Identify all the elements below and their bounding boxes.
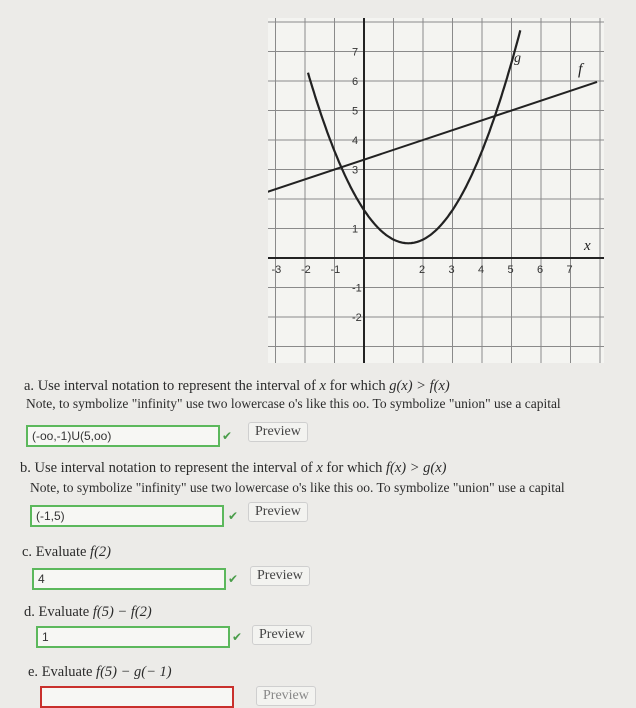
function-graph [268,18,604,363]
question-d-text: Evaluate [38,604,90,620]
preview-d-button[interactable]: Preview [252,625,312,645]
x-tick-label: -1 [330,264,341,276]
answer-c-input[interactable]: 4 [32,568,226,590]
question-a-text2: for which [329,378,386,394]
y-tick-label: 7 [352,46,359,59]
question-b-var: x [316,460,323,476]
x-tick-label: 2 [419,264,426,276]
question-b-text: Use interval notation to represent the interval of [34,460,313,476]
question-a-var: x [319,378,326,394]
question-c-prefix: c. [22,544,33,560]
question-e-text: Evaluate [41,664,93,680]
answer-b-input[interactable]: (-1,5) [30,505,224,527]
graph-svg [268,18,604,363]
y-tick-label: 1 [352,223,359,236]
question-a-prefix: a. [24,378,35,394]
x-tick-label: -2 [301,264,311,276]
y-tick-label: 5 [352,105,359,118]
check-icon: ✔ [228,572,239,586]
check-icon: ✔ [222,429,233,443]
x-axis-label: x [584,238,591,254]
y-tick-label: 6 [352,76,359,88]
preview-c-button[interactable]: Preview [250,566,310,586]
preview-b-button[interactable]: Preview [248,502,308,522]
answer-d-input[interactable]: 1 [36,626,230,648]
x-tick-label: 6 [537,264,544,276]
curve-g-label: g [514,51,521,66]
question-b-text2: for which [326,460,383,476]
question-c-expr: f(2) [90,544,111,560]
question-e-expr: f(5) − g(− 1) [96,664,172,680]
y-tick-label: -2 [352,312,362,324]
check-icon: ✔ [228,509,239,523]
question-c-text: Evaluate [35,544,87,560]
preview-e-button[interactable]: Preview [256,686,316,706]
question-b-condition: f(x) > g(x) [386,460,447,476]
y-tick-label: -1 [352,282,362,295]
y-tick-label: 4 [352,135,359,147]
x-tick-label: 7 [566,264,573,276]
x-tick-label: -3 [271,264,282,276]
answer-e-input[interactable] [40,686,234,708]
answer-a-input[interactable]: (-oo,-1)U(5,oo) [26,425,220,447]
question-a-text: Use interval notation to represent the interval of [37,378,316,394]
question-d-prefix: d. [24,604,35,620]
y-tick-label: 3 [352,164,359,177]
preview-a-button[interactable]: Preview [248,422,308,442]
question-e-prefix: e. [28,664,39,680]
line-f-label: f [578,61,583,78]
x-tick-label: 3 [448,264,455,276]
check-icon: ✔ [232,630,243,644]
question-d-expr: f(5) − f(2) [92,604,152,620]
question-b-note: Note, to symbolize "infinity" use two lowercase o's like this oo. To symbolize "union" use a capital [30,480,565,495]
question-a-note: Note, to symbolize "infinity" use two lowercase o's like this oo. To symbolize "union" use a capital [26,396,561,411]
question-b-prefix: b. [20,460,31,476]
question-a-condition: g(x) > f(x) [389,378,450,394]
x-tick-label: 5 [507,264,514,276]
x-tick-label: 4 [478,264,485,276]
